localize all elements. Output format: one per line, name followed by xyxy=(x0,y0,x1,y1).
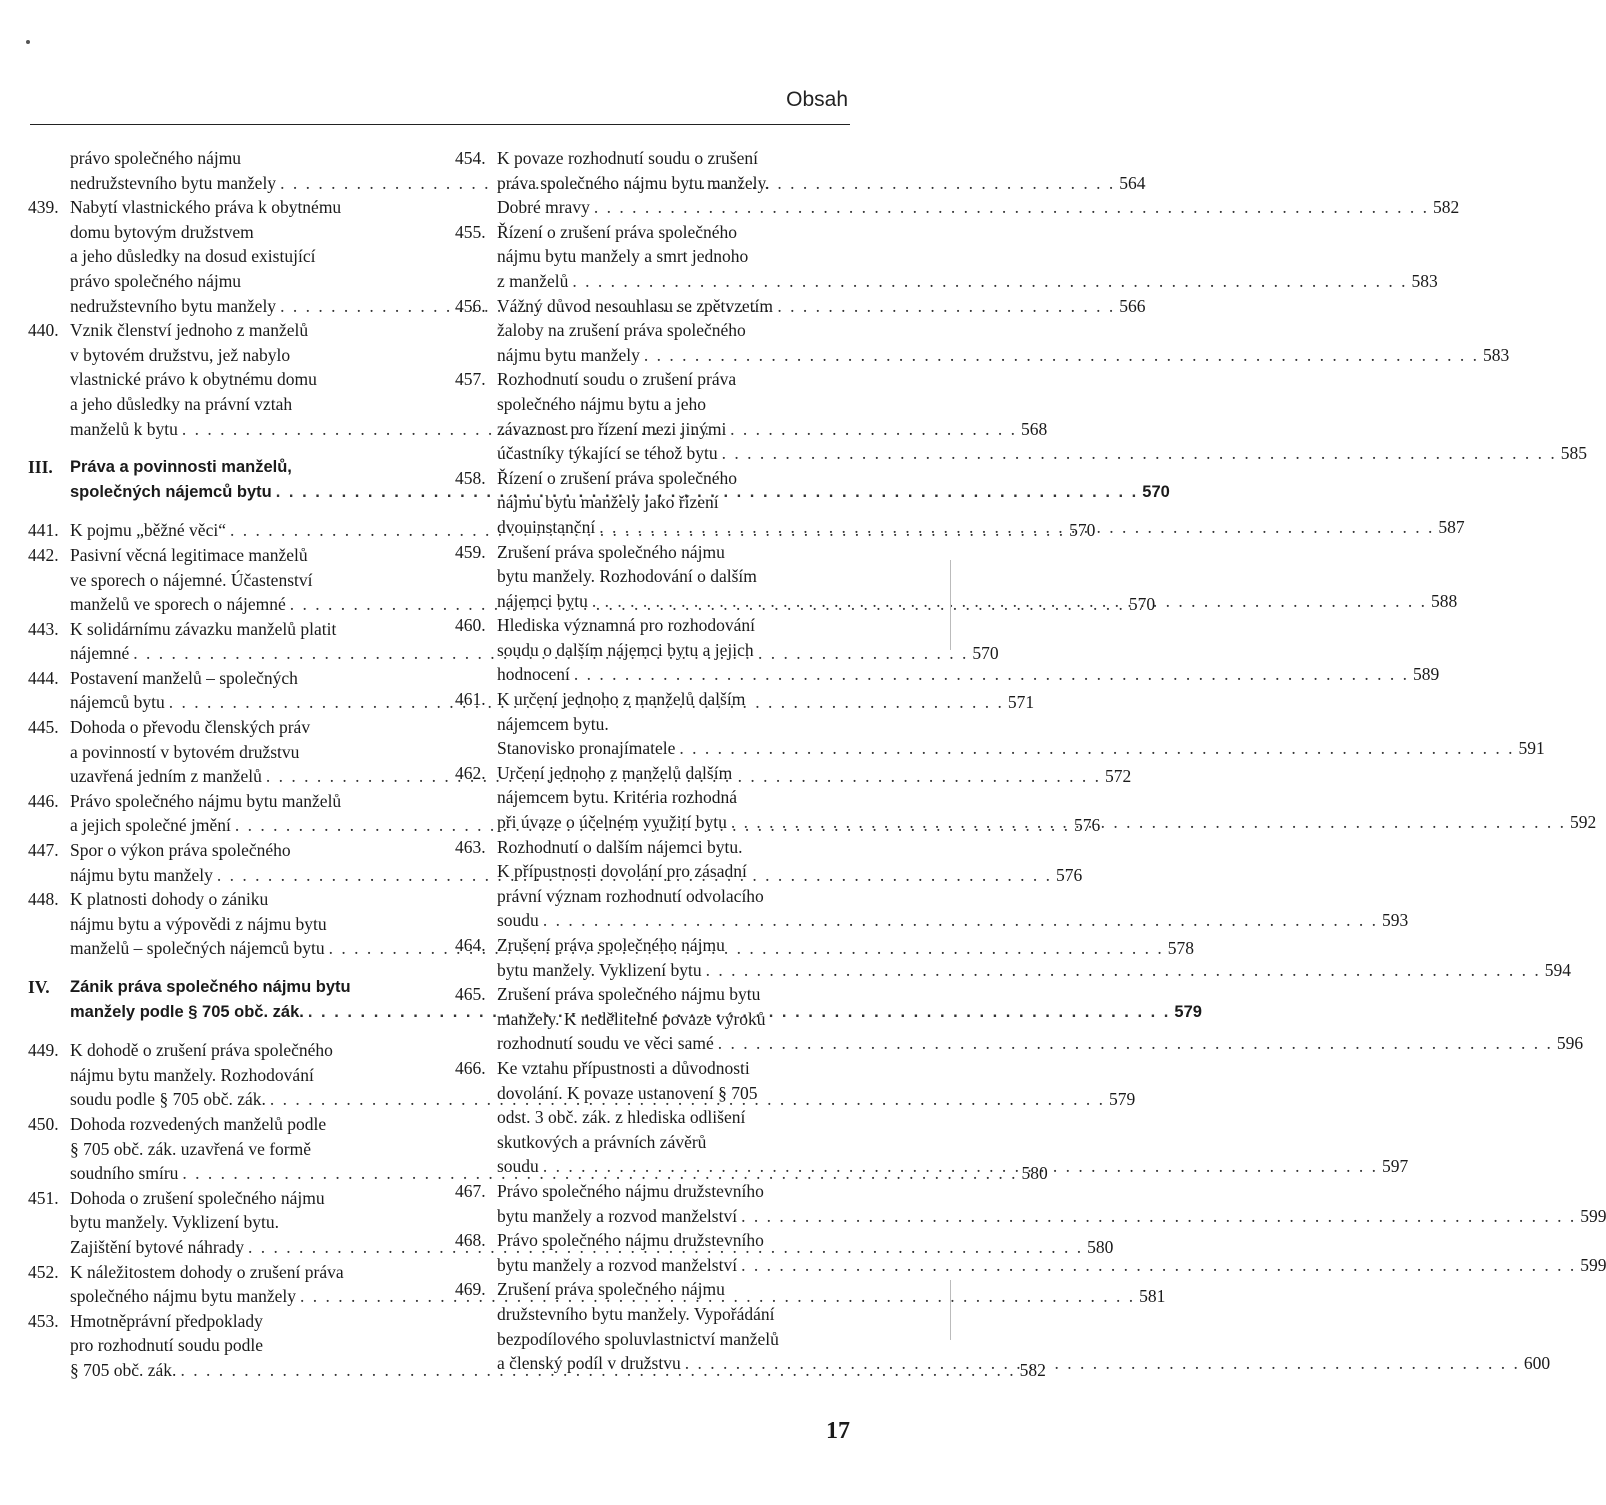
dot-leader xyxy=(572,269,1407,294)
toc-line xyxy=(497,613,1439,638)
toc-line-text: Práva a povinnosti manželů, xyxy=(70,458,292,477)
toc-line xyxy=(497,367,1587,392)
toc-line xyxy=(497,1056,1408,1081)
toc-entry-number: 440. xyxy=(28,320,59,341)
toc-line-text: Hmotněprávní předpoklady xyxy=(70,1310,263,1331)
toc-line-text: hodnocení xyxy=(497,664,570,685)
toc-line-text: nájemcem bytu. xyxy=(497,713,609,734)
toc-line-text: manželů – společných nájemců bytu xyxy=(70,938,325,959)
toc-line xyxy=(497,761,1596,786)
toc-line xyxy=(497,244,1438,269)
toc-entry-number: 461. xyxy=(455,689,486,710)
scan-edge-mark xyxy=(950,560,951,650)
toc-line-text: § 705 obč. zák. xyxy=(70,1359,177,1380)
toc-line-text: Dohoda o zrušení společného nájmu xyxy=(70,1187,325,1208)
toc-line-text: Vážný důvod nesouhlasu se zpětvzetím xyxy=(497,295,774,316)
toc-entry-number: 444. xyxy=(28,667,59,688)
toc-line-text: soudu xyxy=(497,910,539,931)
toc-line xyxy=(497,540,1457,565)
toc-page-number: 599 xyxy=(1580,1205,1606,1226)
toc-entry-number: 449. xyxy=(28,1040,59,1061)
toc-entry-number: 468. xyxy=(455,1230,486,1251)
dot-leader xyxy=(574,662,1409,687)
toc-page-number: 570 xyxy=(972,643,999,664)
toc-page-number: 594 xyxy=(1544,959,1571,980)
toc-page-number: 599 xyxy=(1580,1254,1606,1275)
toc-line xyxy=(497,638,1439,663)
toc-line-text: odst. 3 obč. zák. z hlediska odlišení xyxy=(497,1107,746,1128)
toc-entry-number: 447. xyxy=(28,840,59,861)
toc-page-number: 576 xyxy=(1073,815,1101,836)
toc-line xyxy=(497,908,1408,933)
toc-line-text: a jejich společné jmění xyxy=(70,815,231,836)
toc-line-text: žaloby na zrušení práva společného xyxy=(497,320,746,341)
toc-line xyxy=(497,564,1457,589)
toc-entry-number: 462. xyxy=(455,762,486,783)
toc-entry-body xyxy=(497,687,1545,761)
toc-line-text: Právo společného nájmu družstevního xyxy=(497,1180,764,1201)
toc-line-text: nájmu bytu a výpovědi z nájmu bytu xyxy=(70,913,327,934)
dot-leader xyxy=(722,441,1557,466)
toc-line xyxy=(497,810,1596,835)
toc-line xyxy=(497,171,1459,196)
toc-line-text: skutkových a právních závěrů xyxy=(497,1131,707,1152)
toc-line xyxy=(497,269,1438,294)
toc-line-text: soudu xyxy=(497,1156,539,1177)
toc-line-text: právní význam rozhodnutí odvolacího xyxy=(497,885,764,906)
toc-line xyxy=(497,220,1438,245)
toc-line-text: družstevního bytu manžely. Vypořádání xyxy=(497,1303,775,1324)
toc-line xyxy=(497,343,1509,368)
toc-entry-number: 460. xyxy=(455,615,486,636)
toc-line-text: nájemné xyxy=(70,643,130,664)
toc-entry-number: 446. xyxy=(28,790,59,811)
toc-line-text: Rozhodnutí o dalším nájemci bytu. xyxy=(497,836,743,857)
toc-line-text: nájmu bytu manžely jako řízení xyxy=(497,492,719,513)
toc-line-text: bytu manžely a rozvod manželství xyxy=(497,1205,738,1226)
toc-line-text: a jeho důsledky na dosud existující xyxy=(70,246,316,267)
toc-line-text: soudního smíru xyxy=(70,1163,179,1184)
toc-line-text: nájmu bytu manžely xyxy=(70,864,213,885)
toc-line-text: Zrušení práva společného nájmu xyxy=(497,935,725,955)
toc-page-number: 579 xyxy=(1109,1089,1136,1110)
dot-leader xyxy=(679,736,1514,761)
toc-line xyxy=(497,982,1583,1007)
toc-line-text: § 705 obč. zák. uzavřená ve formě xyxy=(70,1138,312,1159)
toc-page-number: 587 xyxy=(1438,516,1465,537)
toc-line-text: manželů k bytu xyxy=(70,418,178,439)
toc-page-number: 583 xyxy=(1483,344,1510,365)
toc-line-text: Rozhodnutí soudu o zrušení práva xyxy=(497,369,737,390)
toc-line-text: Nabytí vlastnického práva k obytnému xyxy=(70,197,342,218)
toc-entry-body xyxy=(497,1056,1408,1179)
toc-line-text: Zajištění bytové náhrady xyxy=(70,1236,244,1257)
toc-line-text: nájmu bytu manžely. Rozhodování xyxy=(70,1064,314,1085)
toc-line xyxy=(497,1154,1408,1179)
toc-line xyxy=(497,417,1587,442)
toc-line xyxy=(497,466,1465,491)
toc-page-number: 572 xyxy=(1105,766,1132,787)
toc-line xyxy=(497,1130,1408,1155)
toc-line-text: domu bytovým družstvem xyxy=(70,221,254,242)
toc-line xyxy=(497,736,1545,761)
toc-line xyxy=(497,859,1408,884)
toc-entry xyxy=(455,1179,1606,1228)
dot-leader xyxy=(644,343,1479,368)
dot-leader xyxy=(543,1154,1378,1179)
toc-line xyxy=(497,392,1587,417)
toc-page-number: 579 xyxy=(1174,1002,1202,1021)
toc-line xyxy=(497,1081,1408,1106)
toc-line xyxy=(497,1327,1550,1352)
toc-entry-body xyxy=(497,933,1571,982)
toc-line-text: nedružstevního bytu manžely xyxy=(70,295,277,316)
toc-line xyxy=(497,441,1587,466)
toc-line xyxy=(497,835,1408,860)
dot-leader xyxy=(594,195,1429,220)
scan-edge-mark xyxy=(950,1280,951,1340)
toc-entry-number: 442. xyxy=(28,544,59,565)
toc-line-text: Určení jednoho z manželů dalším xyxy=(497,762,733,783)
toc-line-text: právo společného nájmu xyxy=(70,270,242,291)
toc-page-number: 596 xyxy=(1556,1033,1584,1054)
toc-line-text: Stanovisko pronajímatele xyxy=(497,738,676,759)
toc-line-text: Řízení o zrušení práva společného xyxy=(497,221,738,242)
toc-line-text: Řízení o zrušení práva společného xyxy=(497,467,738,488)
toc-page-number: 578 xyxy=(1167,938,1195,959)
toc-line-text: bytu manžely. Rozhodování o dalším xyxy=(497,566,757,587)
toc-line-text: soudu o dalším nájemci bytu a jejich xyxy=(497,639,754,660)
toc-line-text: bytu manžely. Vyklizení bytu xyxy=(497,959,702,980)
scan-speck xyxy=(26,40,30,44)
toc-entry-body xyxy=(497,761,1596,835)
toc-entry-body xyxy=(497,466,1465,540)
toc-line-text: K pojmu „běžné věci“ xyxy=(70,520,226,541)
toc-line-text: Zrušení práva společného nájmu xyxy=(497,1279,725,1300)
toc-line-text: nájemců bytu xyxy=(70,692,165,713)
toc-entry-number: 443. xyxy=(28,618,59,639)
toc-line-text: pro rozhodnutí soudu podle xyxy=(70,1335,263,1356)
toc-entry-body xyxy=(497,613,1439,687)
toc-page-number: 589 xyxy=(1413,664,1440,685)
toc-entry-number: 463. xyxy=(455,836,486,857)
toc-page-number: 570 xyxy=(1142,482,1170,501)
toc-line xyxy=(497,1007,1583,1032)
toc-page-number: 576 xyxy=(1056,864,1083,885)
toc-line-text: bytu manžely. Vyklizení bytu. xyxy=(70,1212,279,1233)
toc-line-text: Dobré mravy xyxy=(497,197,590,218)
dot-leader xyxy=(706,958,1541,983)
toc-line-text: společných nájemců bytu xyxy=(70,482,272,501)
toc-line-text: právo společného nájmu xyxy=(70,148,242,168)
toc-page-number: 570 xyxy=(1069,520,1096,541)
toc-line xyxy=(497,318,1509,343)
toc-line xyxy=(497,662,1439,687)
toc-line xyxy=(497,1031,1583,1056)
header-rule xyxy=(30,124,850,125)
toc-entry-number: III. xyxy=(28,457,53,478)
toc-line-text: z manželů xyxy=(497,270,569,291)
toc-line-text: nájemcem bytu. Kritéria rozhodná xyxy=(497,787,738,808)
toc-line-text: Pasivní věcná legitimace manželů xyxy=(70,544,308,565)
toc-line-text: ve sporech o nájemné. Účastenství xyxy=(70,569,313,590)
toc-line-text: K platnosti dohody o zániku xyxy=(70,889,269,910)
toc-line-text: K náležitostem dohody o zrušení práva xyxy=(70,1261,344,1282)
toc-page-number: 582 xyxy=(1432,197,1460,218)
dot-leader xyxy=(592,589,1427,614)
toc-line xyxy=(497,712,1545,737)
toc-page-number: 570 xyxy=(1128,594,1156,615)
toc-line xyxy=(497,146,1459,171)
toc-page-number: 571 xyxy=(1007,692,1035,713)
toc-page-number: 580 xyxy=(1087,1236,1114,1257)
toc-line-text: K dohodě o zrušení práva společného xyxy=(70,1040,333,1061)
toc-line xyxy=(497,884,1408,909)
toc-entry-number: 439. xyxy=(28,197,59,218)
toc-entry-number: 465. xyxy=(455,984,486,1005)
toc-line-text: společného nájmu bytu manžely xyxy=(70,1286,296,1307)
toc-line-text: a jeho důsledky na právní vztah xyxy=(70,393,293,414)
toc-page-number: 568 xyxy=(1021,418,1048,439)
toc-entry-number: IV. xyxy=(28,977,50,997)
toc-entry-number: 464. xyxy=(455,935,486,955)
toc-line-text: společného nájmu bytu a jeho xyxy=(497,393,706,414)
toc-page-number: 566 xyxy=(1119,295,1146,316)
toc-line-text: Zrušení práva společného nájmu bytu xyxy=(497,984,761,1005)
toc-page-number: 585 xyxy=(1560,443,1588,464)
toc-entry xyxy=(455,220,1438,294)
toc-page-number: 600 xyxy=(1523,1353,1551,1374)
toc-line xyxy=(497,1277,1550,1302)
toc-entry-number: 455. xyxy=(455,221,486,242)
dot-leader xyxy=(718,1031,1553,1056)
toc-entry-body xyxy=(497,835,1408,933)
toc-line xyxy=(497,958,1571,983)
toc-line-text: nájmu bytu manžely xyxy=(497,344,640,365)
toc-line-text: Zrušení práva společného nájmu xyxy=(497,541,725,562)
toc-entry-body xyxy=(497,1277,1550,1375)
toc-line-text: Ke vztahu přípustnosti a důvodnosti xyxy=(497,1057,750,1078)
toc-line-text: dovolání. K povaze ustanovení § 705 xyxy=(497,1082,758,1103)
toc-line-text: nájemci bytu xyxy=(497,590,588,611)
toc-entry-body xyxy=(497,1228,1606,1277)
toc-page-number: 592 xyxy=(1569,812,1597,833)
toc-entry-number: 454. xyxy=(455,148,486,168)
toc-line xyxy=(497,785,1596,810)
toc-line-text: a povinností v bytovém družstvu xyxy=(70,741,300,762)
toc-entry-number: 456. xyxy=(455,295,486,316)
toc-page-number: 591 xyxy=(1518,738,1545,759)
toc-line xyxy=(497,490,1465,515)
toc-line xyxy=(497,589,1457,614)
toc-line-text: K solidárnímu závazku manželů platit xyxy=(70,618,337,639)
toc-page-number: 593 xyxy=(1381,910,1409,931)
toc-entry-number: 458. xyxy=(455,467,486,488)
toc-entry-number: 452. xyxy=(28,1261,59,1282)
toc-line-text: uzavřená jedním z manželů xyxy=(70,766,262,787)
toc-entry-body xyxy=(497,982,1583,1056)
toc-line-text: Dohoda o převodu členských práv xyxy=(70,717,311,738)
toc-page-number: 564 xyxy=(1119,172,1146,193)
toc-page-number: 597 xyxy=(1381,1156,1409,1177)
toc-page-number: 581 xyxy=(1139,1286,1166,1307)
toc-entry-number: 466. xyxy=(455,1057,486,1078)
toc-line-text: a členský podíl v družstvu xyxy=(497,1353,681,1374)
toc-page-number: 588 xyxy=(1431,590,1458,611)
toc-line-text: Postavení manželů – společných xyxy=(70,667,298,688)
toc-entry-number: 453. xyxy=(28,1310,59,1331)
toc-line xyxy=(497,1351,1550,1376)
toc-line-text: závaznost pro řízení mezi jinými xyxy=(497,418,727,439)
toc-entry-number: 451. xyxy=(28,1187,59,1208)
toc-line-text: manžely. K nedělitelné povaze výroků xyxy=(497,1008,766,1029)
toc-line-text: Hlediska významná pro rozhodování xyxy=(497,615,756,636)
toc-line-text: Vznik členství jednoho z manželů xyxy=(70,320,309,341)
toc-line-text: rozhodnutí soudu ve věci samé xyxy=(497,1033,714,1054)
toc-line xyxy=(497,515,1465,540)
toc-line xyxy=(497,1228,1606,1253)
toc-entry-number: 469. xyxy=(455,1279,486,1300)
toc-entry-body xyxy=(497,367,1587,465)
toc-line-text: Právo společného nájmu bytu manželů xyxy=(70,790,342,811)
toc-line-text: nedružstevního bytu manžely xyxy=(70,172,277,193)
dot-leader xyxy=(741,1204,1576,1229)
toc-entry-number: 448. xyxy=(28,889,59,910)
toc-line-text: K přípustnosti dovolání pro zásadní xyxy=(497,861,747,882)
toc-entry-body xyxy=(497,1179,1606,1228)
dot-leader xyxy=(543,908,1378,933)
toc-line-text: manželů ve sporech o nájemné xyxy=(70,594,286,615)
toc-line xyxy=(497,933,1571,958)
toc-line-text: K určení jednoho z manželů dalším xyxy=(497,689,746,710)
toc-entry-number: 467. xyxy=(455,1180,486,1201)
toc-line-text: Spor o výkon práva společného xyxy=(70,840,291,861)
toc-page-number: 580 xyxy=(1021,1163,1048,1184)
dot-leader xyxy=(741,1253,1576,1278)
toc-line-text: účastníky týkající se téhož bytu xyxy=(497,443,718,464)
toc-line-text: bezpodílového spoluvlastnictví manželů xyxy=(497,1328,779,1349)
toc-line-text: soudu podle § 705 obč. zák. xyxy=(70,1089,266,1110)
toc-entry-body xyxy=(497,220,1438,294)
toc-line-text: v bytovém družstvu, jež nabylo xyxy=(70,344,291,365)
toc-line-text: nájmu bytu manžely a smrt jednoho xyxy=(497,246,749,267)
running-header: Obsah xyxy=(786,88,848,111)
page-number: 17 xyxy=(826,1418,850,1444)
toc-line xyxy=(497,195,1459,220)
dot-leader xyxy=(731,810,1566,835)
toc-entry-body xyxy=(497,146,1459,220)
toc-line xyxy=(497,1302,1550,1327)
toc-line-text: dvouinstanční xyxy=(497,516,596,537)
toc-line xyxy=(497,1105,1408,1130)
toc-line-text: Dohoda rozvedených manželů podle xyxy=(70,1113,327,1134)
toc-line-text: manžely podle § 705 obč. zák. xyxy=(70,1002,304,1021)
toc-line xyxy=(497,294,1509,319)
toc-line-text: při úvaze o účelném využití bytu xyxy=(497,812,727,833)
toc-line xyxy=(497,1179,1606,1204)
toc-line-text: vlastnické právo k obytnému domu xyxy=(70,369,317,390)
toc-line-text: práva společného nájmu bytu manžely. xyxy=(497,172,770,193)
toc-entry-number: 445. xyxy=(28,717,59,738)
toc-entry-body xyxy=(497,540,1457,614)
toc-entry-number: 450. xyxy=(28,1113,59,1134)
toc-line-text: Zánik práva společného nájmu bytu xyxy=(70,978,351,996)
toc-entry-number: 441. xyxy=(28,520,59,541)
toc-entry-number: 459. xyxy=(455,541,486,562)
toc-line xyxy=(497,687,1545,712)
toc-entry-body xyxy=(497,294,1509,368)
toc-page-number: 583 xyxy=(1411,270,1438,291)
toc-page-number: 582 xyxy=(1019,1359,1046,1380)
dot-leader xyxy=(685,1351,1520,1376)
toc-line-text: Právo společného nájmu družstevního xyxy=(497,1230,764,1251)
toc-line-text: bytu manžely a rozvod manželství xyxy=(497,1254,738,1275)
toc-line xyxy=(497,1204,1606,1229)
toc-line xyxy=(497,1253,1606,1278)
dot-leader xyxy=(599,515,1434,540)
toc-line-text: K povaze rozhodnutí soudu o zrušení xyxy=(497,148,758,168)
toc-entry-number: 457. xyxy=(455,369,486,390)
